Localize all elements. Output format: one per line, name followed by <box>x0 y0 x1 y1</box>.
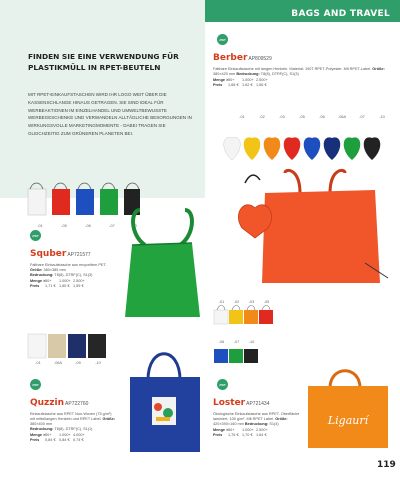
heart-navy <box>324 137 341 160</box>
variant-codes-row1: -01 -02 -03 -05 <box>218 300 270 304</box>
price-row: Preis 1,71 € 1,65 € 1,59 € <box>30 284 84 289</box>
variant-white <box>28 189 46 215</box>
product-title <box>30 392 115 410</box>
product-title <box>213 392 303 410</box>
heart-yellow <box>244 137 261 160</box>
product-name: Berber <box>213 53 248 63</box>
product-name: Quzzin <box>30 398 65 408</box>
product-title <box>213 47 393 65</box>
heart-white <box>224 137 241 160</box>
section-header-bar <box>205 0 400 22</box>
product-code: AP809529 <box>248 56 272 62</box>
variant-red <box>52 189 70 215</box>
quzzin-variants <box>28 330 108 360</box>
variant-orange <box>244 310 258 324</box>
product-description: Faltbare Einkaufstasche aus recyceltem PET. Größe: 380×385 mm Bedruckung: T8(8), DTRF(C), S1(3) <box>30 263 107 278</box>
variant-red <box>259 310 273 324</box>
berber-heart-variants <box>222 124 387 164</box>
variant-codes: -01 -05 -06 -07 -10 <box>37 224 137 228</box>
variant-codes-row2: -06 -07 -10 <box>218 340 255 344</box>
heart-black <box>364 137 381 160</box>
heart-orange <box>264 137 281 160</box>
page-number: 119 <box>377 460 396 470</box>
variant-yellow <box>229 310 243 324</box>
product-description: Ökologische Einkaufstasche aus RPET. Oberfläche laminiert, 105 g/m². Mit RPET Label. Größe: 420×390×160 mm Bedruckung: S1(4) <box>213 412 300 427</box>
heart-blue <box>304 137 321 160</box>
product-code: AP722760 <box>65 401 89 407</box>
variant-green <box>229 349 243 363</box>
product-quzzin <box>30 392 115 443</box>
variant-white <box>214 310 228 324</box>
product-loster <box>213 392 303 438</box>
variant-blue <box>76 189 94 215</box>
price-row: Preis 1,68 € 1,62 € 1,56 € <box>213 83 267 88</box>
price-row: Preis 0,84 € 0,84 € 0,74 € <box>30 438 84 443</box>
qty-row: Menge >50+ 1.000+ 2.500+ <box>30 279 85 284</box>
product-berber <box>213 47 393 88</box>
intro-body: MIT RPET-EINKAUFSTASCHEN WIRD IHR LOGO WEIT ÜBER DIE KASSENSCHLANGE HINAUS GETRAGEN. SIE SIND IDEAL FÜR WERBEAKTIONEN IM EINZELHANDEL UND UMWELTBEWUSSTE WERBEGESCHENKE UND VERWANDELN ALLTÄGLICHE BESORGUNGEN IN WIRKUNGSVOLLE MARKETINGMOMENTE - DABEI TRAGEN SIE GLEICHZEITIG ZUM GRÜNEREN PLANETEN BEI. <box>28 92 192 136</box>
loster-bag-image <box>300 360 395 455</box>
product-description: Faltbare Einkaufstasche mit langen Henkeln. Material: 190T RPET-Polyester. Mit RPET-Label. Größe: 380×420 mm Bedruckung: T8(8), DTRF(C), S1(3) <box>213 67 385 77</box>
heart-green <box>344 137 361 160</box>
product-code: AP721434 <box>246 401 270 407</box>
variant-codes: -01 -06A -09 -10 <box>35 361 101 365</box>
rpet-badge: rPET <box>217 379 228 390</box>
product-name: Squber <box>30 249 67 259</box>
product-code: AP721577 <box>67 252 91 258</box>
variant-beige <box>48 334 66 358</box>
variant-white <box>28 334 46 358</box>
product-squber <box>30 243 115 289</box>
intro-heading: FINDEN SIE EINE VERWENDUNG FÜR PLASTIKMÜLL IN RPET-BEUTELN <box>28 52 179 72</box>
variant-blue <box>214 349 228 363</box>
rpet-badge: rPET <box>30 230 41 241</box>
variant-codes: -01 -02 -03 -05 -06 -06A -07 -10 <box>239 115 385 119</box>
squber-bag-image <box>120 205 205 320</box>
berber-bag-image <box>240 168 390 288</box>
qty-row: Menge >50+ 1.000+ 2.500+ <box>213 428 268 433</box>
bag-print-logo: Ligaurí <box>327 414 369 427</box>
price-row: Preis 1,76 € 1,70 € 1,64 € <box>213 433 267 438</box>
section-title: BAGS AND TRAVEL <box>291 9 390 19</box>
loster-variants-row2 <box>214 345 264 375</box>
product-name: Loster <box>213 398 246 408</box>
product-description: Einkaufstasche aus RPET Non-Woven (75 g/m²) mit mittellangen Henkeln und RPET Label. Größe: 380×400 mm Bedruckung: T8(8), DTRF(C), S1(1) <box>30 412 115 432</box>
product-title <box>30 243 115 261</box>
heart-red <box>284 137 301 160</box>
quzzin-bag-image <box>120 345 208 455</box>
variant-navy <box>68 334 86 358</box>
qty-row: Menge >50+ 1.000+ 2.500+ <box>213 78 268 83</box>
rpet-badge: rPET <box>30 379 41 390</box>
rpet-badge: rPET <box>217 34 228 45</box>
variant-green <box>100 189 118 215</box>
variant-black <box>88 334 106 358</box>
qty-row: Menge >50+ 1.000+ 4.000+ <box>30 433 85 438</box>
variant-black <box>244 349 258 363</box>
